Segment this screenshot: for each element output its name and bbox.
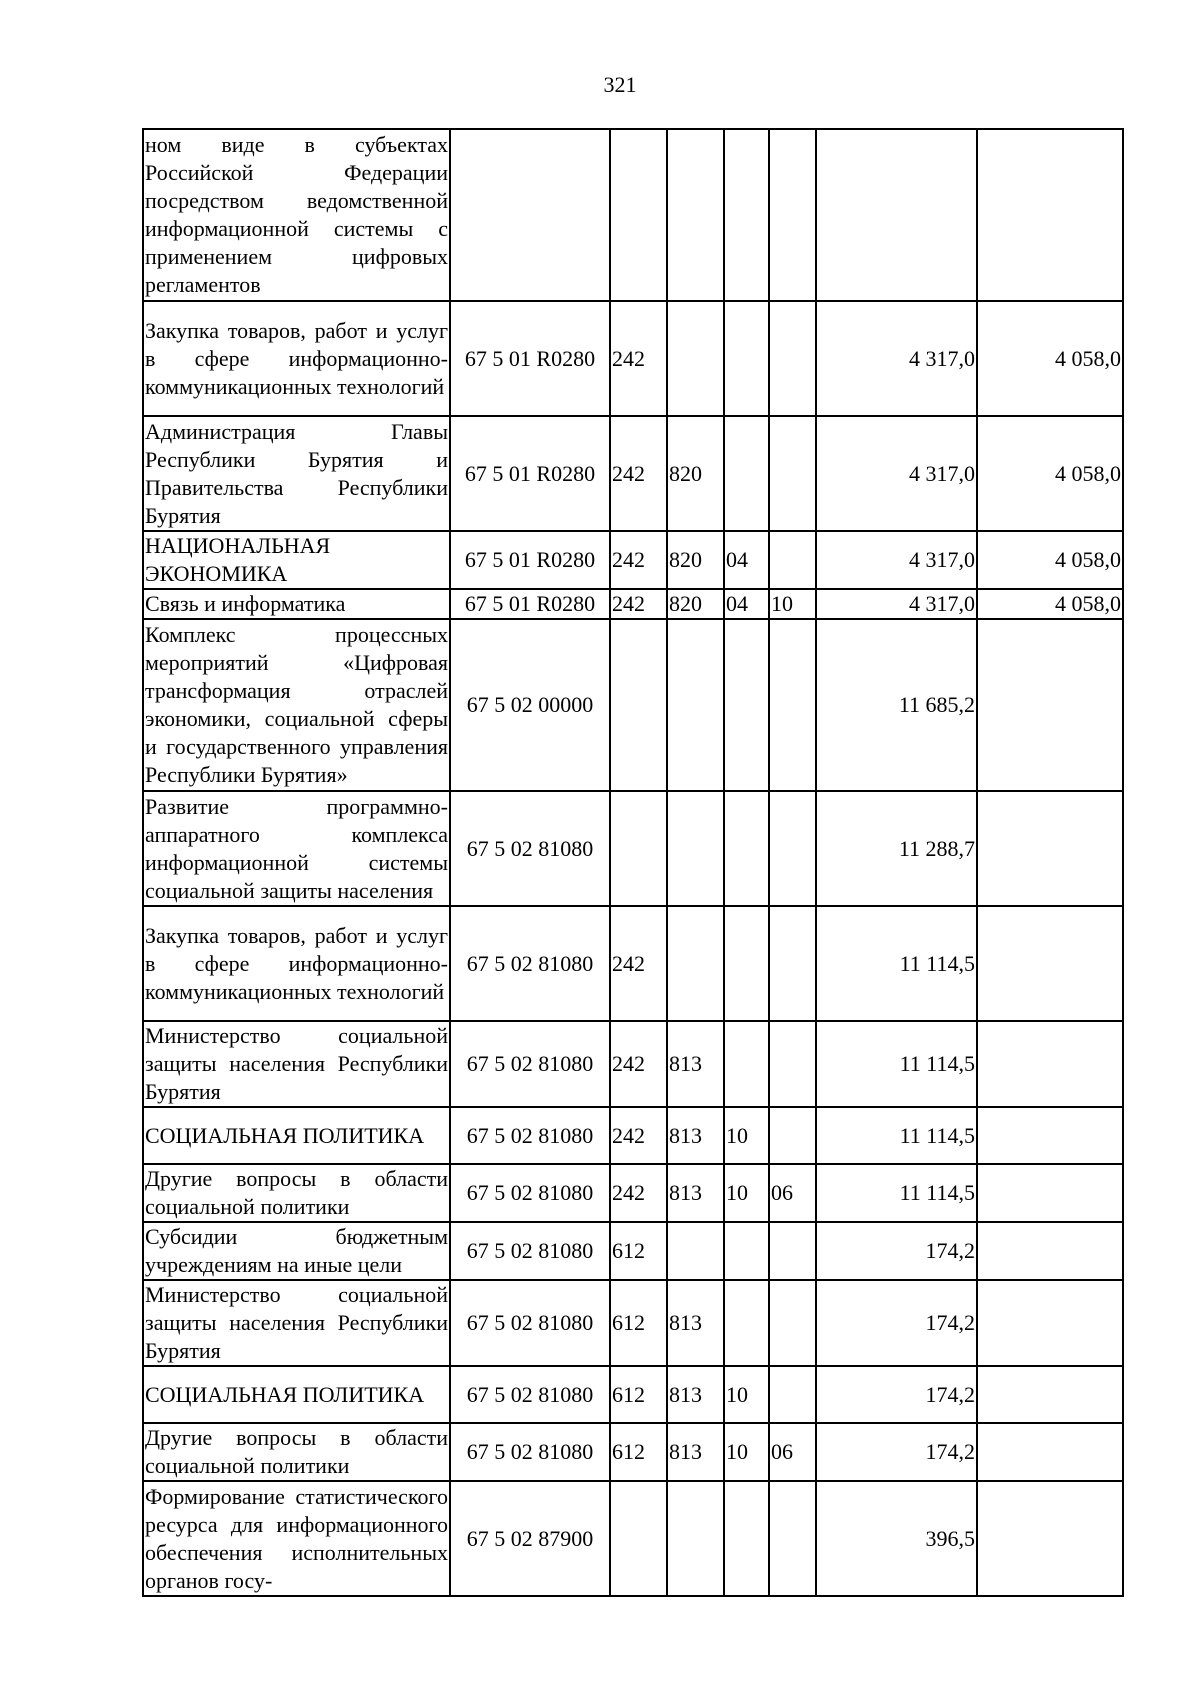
- target-code-cell: [450, 129, 610, 301]
- ministry-code-cell: [667, 1481, 724, 1596]
- section-code-cell: 10: [724, 1164, 769, 1222]
- target-code-cell: 67 5 02 81080: [450, 1222, 610, 1280]
- amount-year2-cell: [977, 619, 1123, 791]
- expense-type-cell: [610, 1481, 667, 1596]
- table-row: [143, 1021, 1123, 1107]
- amount-year2-cell: [977, 1366, 1123, 1423]
- table-row: [143, 1164, 1123, 1222]
- table-row: [143, 1481, 1123, 1596]
- table-row: [143, 589, 1123, 619]
- amount-year2-cell: [977, 1280, 1123, 1366]
- amount-year1-cell: 11 114,5: [816, 1164, 977, 1222]
- amount-year2-cell: [977, 129, 1123, 301]
- target-code-cell: 67 5 02 81080: [450, 1107, 610, 1164]
- table-row: [143, 1222, 1123, 1280]
- table-row: [143, 619, 1123, 791]
- subsection-code-cell: 06: [769, 1164, 816, 1222]
- amount-year1-cell: 11 114,5: [816, 1107, 977, 1164]
- amount-year1-cell: 174,2: [816, 1222, 977, 1280]
- row-name-cell: Комплекс процессных мероприятий «Цифровая трансформация отраслей экономики, социальной сферы и государственного управления Республики Бурятия»: [143, 619, 450, 791]
- table-row: [143, 129, 1123, 301]
- budget-table: [142, 128, 1124, 1597]
- section-code-cell: [724, 1021, 769, 1107]
- section-code-cell: [724, 1481, 769, 1596]
- ministry-code-cell: [667, 619, 724, 791]
- amount-year1-cell: 11 685,2: [816, 619, 977, 791]
- ministry-code-cell: [667, 129, 724, 301]
- target-code-cell: 67 5 02 81080: [450, 791, 610, 906]
- table-row: [143, 416, 1123, 531]
- subsection-code-cell: 10: [769, 589, 816, 619]
- expense-type-cell: 612: [610, 1222, 667, 1280]
- subsection-code-cell: [769, 619, 816, 791]
- table-row: [143, 1107, 1123, 1164]
- section-code-cell: [724, 129, 769, 301]
- subsection-code-cell: [769, 1481, 816, 1596]
- subsection-code-cell: [769, 416, 816, 531]
- ministry-code-cell: 813: [667, 1280, 724, 1366]
- row-name-cell: Формирование статистического ресурса для информационного обеспечения исполнительных органов госу-: [143, 1481, 450, 1596]
- expense-type-cell: 242: [610, 416, 667, 531]
- subsection-code-cell: [769, 129, 816, 301]
- target-code-cell: 67 5 02 81080: [450, 1280, 610, 1366]
- ministry-code-cell: 813: [667, 1423, 724, 1481]
- table-row: [143, 791, 1123, 906]
- row-name-cell: Развитие программно-аппаратного комплекса информационной системы социальной защиты населения: [143, 791, 450, 906]
- amount-year1-cell: 174,2: [816, 1280, 977, 1366]
- expense-type-cell: 242: [610, 589, 667, 619]
- table-row: [143, 301, 1123, 416]
- amount-year1-cell: 11 114,5: [816, 906, 977, 1021]
- row-name-cell: Связь и информатика: [143, 589, 450, 619]
- table-body: [143, 129, 1123, 1596]
- amount-year1-cell: 174,2: [816, 1366, 977, 1423]
- row-name-cell: Закупка товаров, работ и услуг в сфере информационно-коммуникационных технологий: [143, 301, 450, 416]
- target-code-cell: 67 5 01 R0280: [450, 416, 610, 531]
- ministry-code-cell: 813: [667, 1366, 724, 1423]
- section-code-cell: [724, 1222, 769, 1280]
- subsection-code-cell: [769, 906, 816, 1021]
- amount-year1-cell: 4 317,0: [816, 531, 977, 589]
- table-row: [143, 1280, 1123, 1366]
- expense-type-cell: 242: [610, 1021, 667, 1107]
- ministry-code-cell: [667, 906, 724, 1021]
- target-code-cell: 67 5 02 00000: [450, 619, 610, 791]
- amount-year1-cell: 396,5: [816, 1481, 977, 1596]
- ministry-code-cell: [667, 791, 724, 906]
- ministry-code-cell: 820: [667, 416, 724, 531]
- target-code-cell: 67 5 01 R0280: [450, 301, 610, 416]
- amount-year2-cell: 4 058,0: [977, 301, 1123, 416]
- expense-type-cell: 612: [610, 1366, 667, 1423]
- expense-type-cell: [610, 129, 667, 301]
- section-code-cell: [724, 906, 769, 1021]
- section-code-cell: 04: [724, 589, 769, 619]
- amount-year2-cell: 4 058,0: [977, 531, 1123, 589]
- ministry-code-cell: 820: [667, 531, 724, 589]
- ministry-code-cell: 813: [667, 1164, 724, 1222]
- target-code-cell: 67 5 01 R0280: [450, 531, 610, 589]
- subsection-code-cell: [769, 1366, 816, 1423]
- row-name-cell: СОЦИАЛЬНАЯ ПОЛИТИКА: [143, 1107, 450, 1164]
- table-row: [143, 1366, 1123, 1423]
- amount-year2-cell: [977, 1107, 1123, 1164]
- expense-type-cell: 242: [610, 301, 667, 416]
- subsection-code-cell: [769, 791, 816, 906]
- section-code-cell: 10: [724, 1366, 769, 1423]
- expense-type-cell: [610, 619, 667, 791]
- section-code-cell: [724, 416, 769, 531]
- subsection-code-cell: 06: [769, 1423, 816, 1481]
- target-code-cell: 67 5 02 81080: [450, 1021, 610, 1107]
- ministry-code-cell: [667, 1222, 724, 1280]
- section-code-cell: [724, 301, 769, 416]
- section-code-cell: [724, 1280, 769, 1366]
- amount-year1-cell: 4 317,0: [816, 589, 977, 619]
- section-code-cell: [724, 619, 769, 791]
- row-name-cell: Субсидии бюджетным учреждениям на иные цели: [143, 1222, 450, 1280]
- expense-type-cell: 242: [610, 906, 667, 1021]
- amount-year2-cell: [977, 1423, 1123, 1481]
- amount-year2-cell: [977, 1164, 1123, 1222]
- target-code-cell: 67 5 02 81080: [450, 906, 610, 1021]
- ministry-code-cell: 813: [667, 1021, 724, 1107]
- target-code-cell: 67 5 02 87900: [450, 1481, 610, 1596]
- row-name-cell: СОЦИАЛЬНАЯ ПОЛИТИКА: [143, 1366, 450, 1423]
- table-row: [143, 906, 1123, 1021]
- subsection-code-cell: [769, 1107, 816, 1164]
- amount-year1-cell: 174,2: [816, 1423, 977, 1481]
- target-code-cell: 67 5 02 81080: [450, 1423, 610, 1481]
- ministry-code-cell: 820: [667, 589, 724, 619]
- page-number: 321: [603, 72, 637, 97]
- expense-type-cell: 242: [610, 1107, 667, 1164]
- amount-year1-cell: 4 317,0: [816, 301, 977, 416]
- amount-year1-cell: 11 288,7: [816, 791, 977, 906]
- row-name-cell: Другие вопросы в области социальной политики: [143, 1423, 450, 1481]
- target-code-cell: 67 5 02 81080: [450, 1164, 610, 1222]
- row-name-cell: Министерство социальной защиты населения Республики Бурятия: [143, 1021, 450, 1107]
- amount-year2-cell: 4 058,0: [977, 589, 1123, 619]
- amount-year2-cell: 4 058,0: [977, 416, 1123, 531]
- row-name-cell: Закупка товаров, работ и услуг в сфере информационно-коммуникационных технологий: [143, 906, 450, 1021]
- subsection-code-cell: [769, 1222, 816, 1280]
- expense-type-cell: [610, 791, 667, 906]
- row-name-cell: Министерство социальной защиты населения Республики Бурятия: [143, 1280, 450, 1366]
- table-row: [143, 1423, 1123, 1481]
- row-name-cell: Администрация Главы Республики Бурятия и Правительства Республики Бурятия: [143, 416, 450, 531]
- ministry-code-cell: 813: [667, 1107, 724, 1164]
- amount-year2-cell: [977, 906, 1123, 1021]
- amount-year1-cell: [816, 129, 977, 301]
- amount-year2-cell: [977, 1021, 1123, 1107]
- amount-year1-cell: 11 114,5: [816, 1021, 977, 1107]
- table-row: [143, 531, 1123, 589]
- ministry-code-cell: [667, 301, 724, 416]
- amount-year2-cell: [977, 791, 1123, 906]
- target-code-cell: 67 5 01 R0280: [450, 589, 610, 619]
- subsection-code-cell: [769, 301, 816, 416]
- expense-type-cell: 612: [610, 1423, 667, 1481]
- expense-type-cell: 242: [610, 1164, 667, 1222]
- amount-year2-cell: [977, 1481, 1123, 1596]
- section-code-cell: 10: [724, 1107, 769, 1164]
- row-name-cell: Другие вопросы в области социальной политики: [143, 1164, 450, 1222]
- section-code-cell: 10: [724, 1423, 769, 1481]
- row-name-cell: НАЦИОНАЛЬНАЯ ЭКОНОМИКА: [143, 531, 450, 589]
- expense-type-cell: 612: [610, 1280, 667, 1366]
- amount-year2-cell: [977, 1222, 1123, 1280]
- subsection-code-cell: [769, 1021, 816, 1107]
- section-code-cell: [724, 791, 769, 906]
- subsection-code-cell: [769, 1280, 816, 1366]
- amount-year1-cell: 4 317,0: [816, 416, 977, 531]
- section-code-cell: 04: [724, 531, 769, 589]
- subsection-code-cell: [769, 531, 816, 589]
- row-name-cell: ном виде в субъектах Российской Федерации посредством ведомственной информационной системы с применением цифровых регламентов: [143, 129, 450, 301]
- target-code-cell: 67 5 02 81080: [450, 1366, 610, 1423]
- expense-type-cell: 242: [610, 531, 667, 589]
